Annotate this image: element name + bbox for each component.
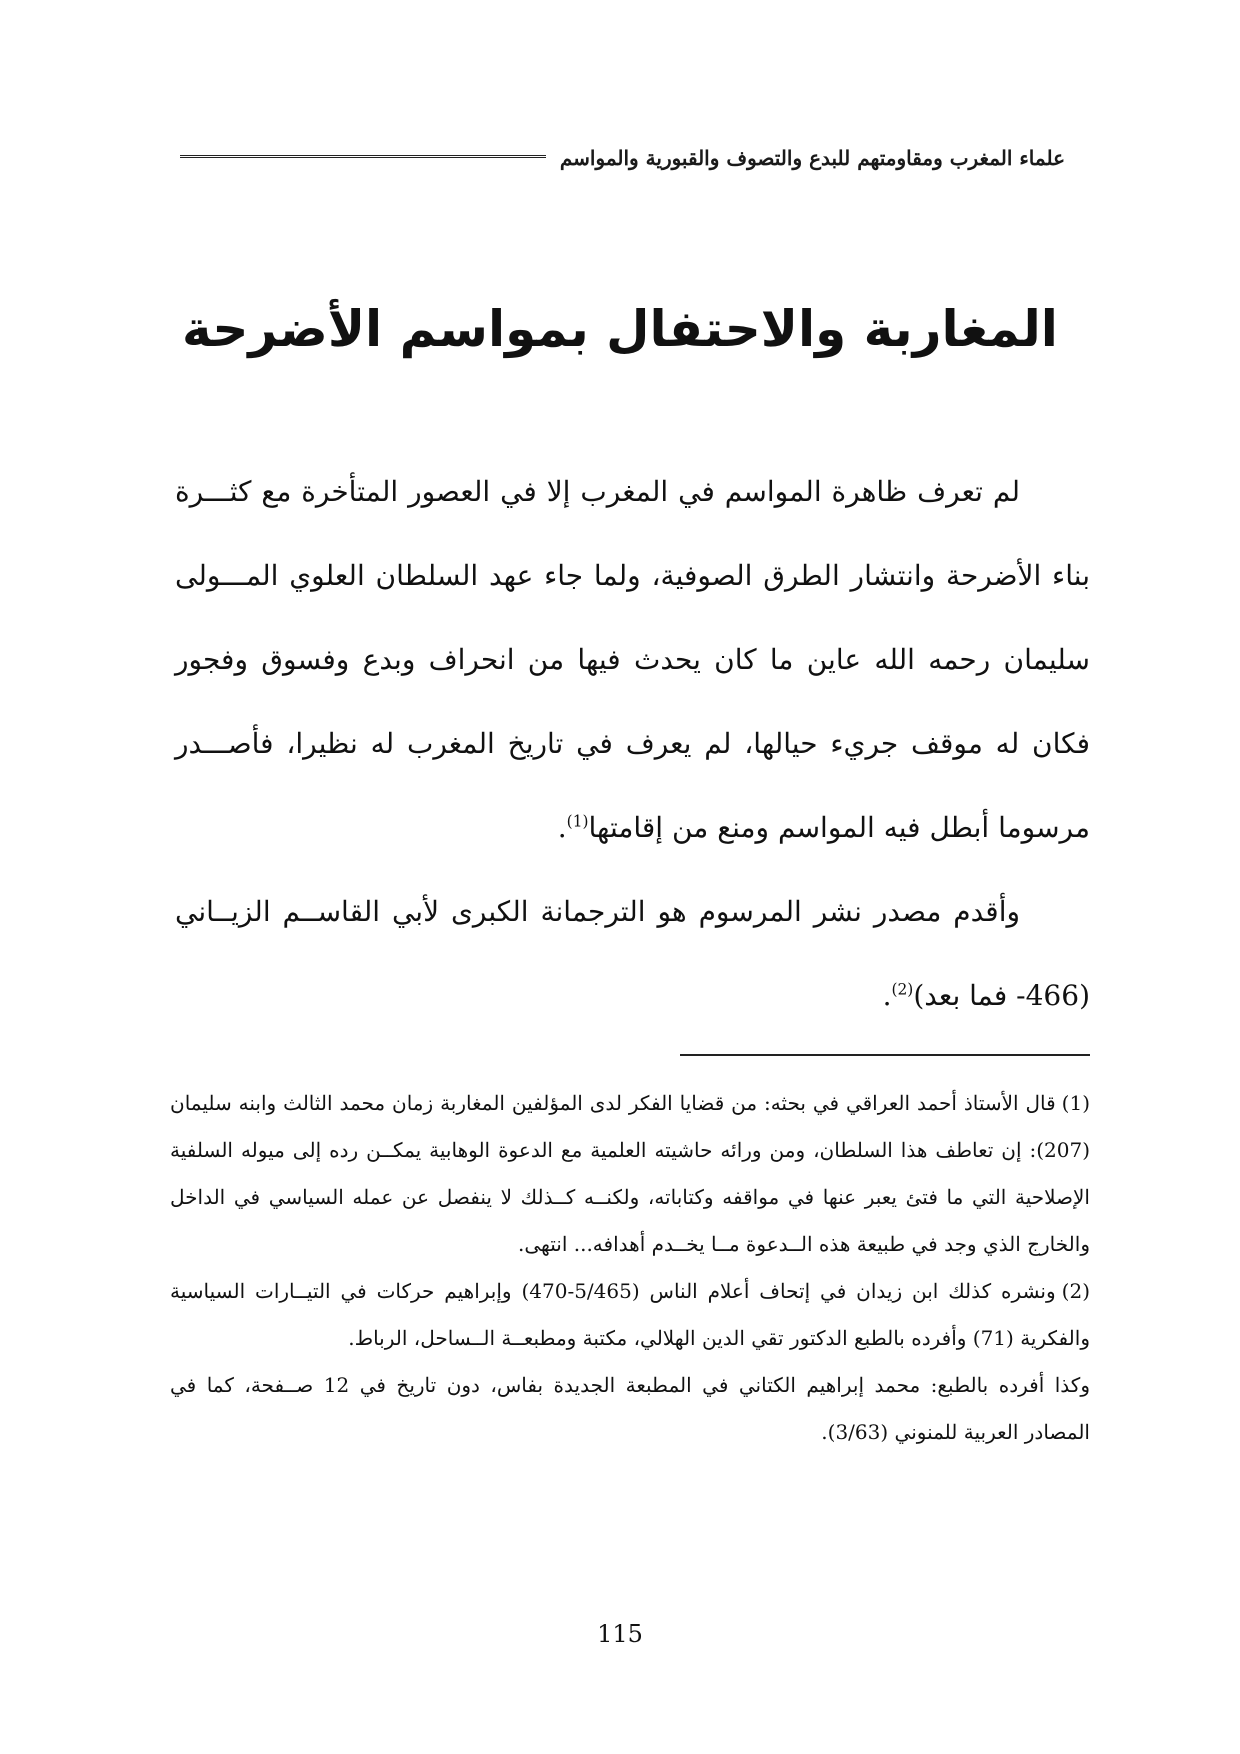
paragraph-1-end: .	[557, 811, 567, 844]
running-header-title: علماء المغرب ومقاومتهم للبدع والتصوف والقبورية والمواسم	[559, 146, 1065, 170]
footnote-2-number: (2)	[1061, 1279, 1090, 1303]
running-header	[180, 138, 1065, 178]
footnote-1	[170, 1080, 1090, 1268]
page-number: 115	[597, 1620, 643, 1648]
footnote-1-number: (1)	[1061, 1091, 1090, 1115]
paragraph-1-text: لم تعرف ظاهرة المواسم في المغرب إلا في العصور المتأخرة مع كثـــرة بناء الأضرحة وانتشار الطرق الصوفية، ولما جاء عهد السلطان العلوي المـــولى سليمان رحمه الله عاين ما كان يحدث فيها من انحراف وبدع وفسوق وفجور فكان له موقف جريء حيالها، لم يعرف في تاريخ المغرب له نظيرا، فأصـــدر مرسوما أبطل فيه المواسم ومنع من إقامتها	[175, 475, 1090, 844]
footnote-2-text: ونشره كذلك ابن زيدان في إتحاف أعلام الناس (5/465-470) وإبراهيم حركات في التيــارات السياسية والفكرية (71) وأفرده بالطبع الدكتور تقي الدين الهلالي، مكتبة ومطبعــة الــساحل، الرباط.	[170, 1279, 1090, 1350]
header-double-rule	[180, 155, 546, 161]
paragraph-2-end: .	[882, 979, 892, 1012]
body-paragraph-2	[175, 870, 1090, 1038]
body-text	[175, 450, 1090, 1038]
footnote-ref-2[interactable]: (2)	[891, 980, 914, 999]
footnote-ref-1[interactable]: (1)	[566, 812, 589, 831]
paragraph-2-text: وأقدم مصدر نشر المرسوم هو الترجمانة الكبرى لأبي القاســم الزيــاني (466- فما بعد)	[175, 895, 1090, 1012]
footnote-2	[170, 1268, 1090, 1362]
chapter-title: المغاربة والاحتفال بمواسم الأضرحة	[182, 300, 1058, 358]
footnote-2-continued-text: وكذا أفرده بالطبع: محمد إبراهيم الكتاني في المطبعة الجديدة بفاس، دون تاريخ في 12 صــفحة، كما في المصادر العربية للمنوني (3/63).	[170, 1373, 1090, 1444]
footnote-separator	[680, 1054, 1090, 1056]
footnote-1-text: قال الأستاذ أحمد العراقي في بحثه: من قضايا الفكر لدى المؤلفين المغاربة زمان محمد الثالث وابنه سليمان (207): إن تعاطف هذا السلطان، ومن ورائه حاشيته العلمية مع الدعوة الوهابية يمكــن رده إلى ميوله السلفية الإصلاحية التي ما فتئ يعبر عنها في مواقفه وكتاباته، ولكنــه كــذلك لا ينفصل عن عمله السياسي في الداخل والخارج الذي وجد في طبيعة هذه الــدعوة مــا يخــدم أهدافه... انتهى.	[170, 1091, 1090, 1256]
footnote-2-continued	[170, 1362, 1090, 1456]
body-paragraph-1	[175, 450, 1090, 870]
footnotes	[170, 1080, 1090, 1456]
